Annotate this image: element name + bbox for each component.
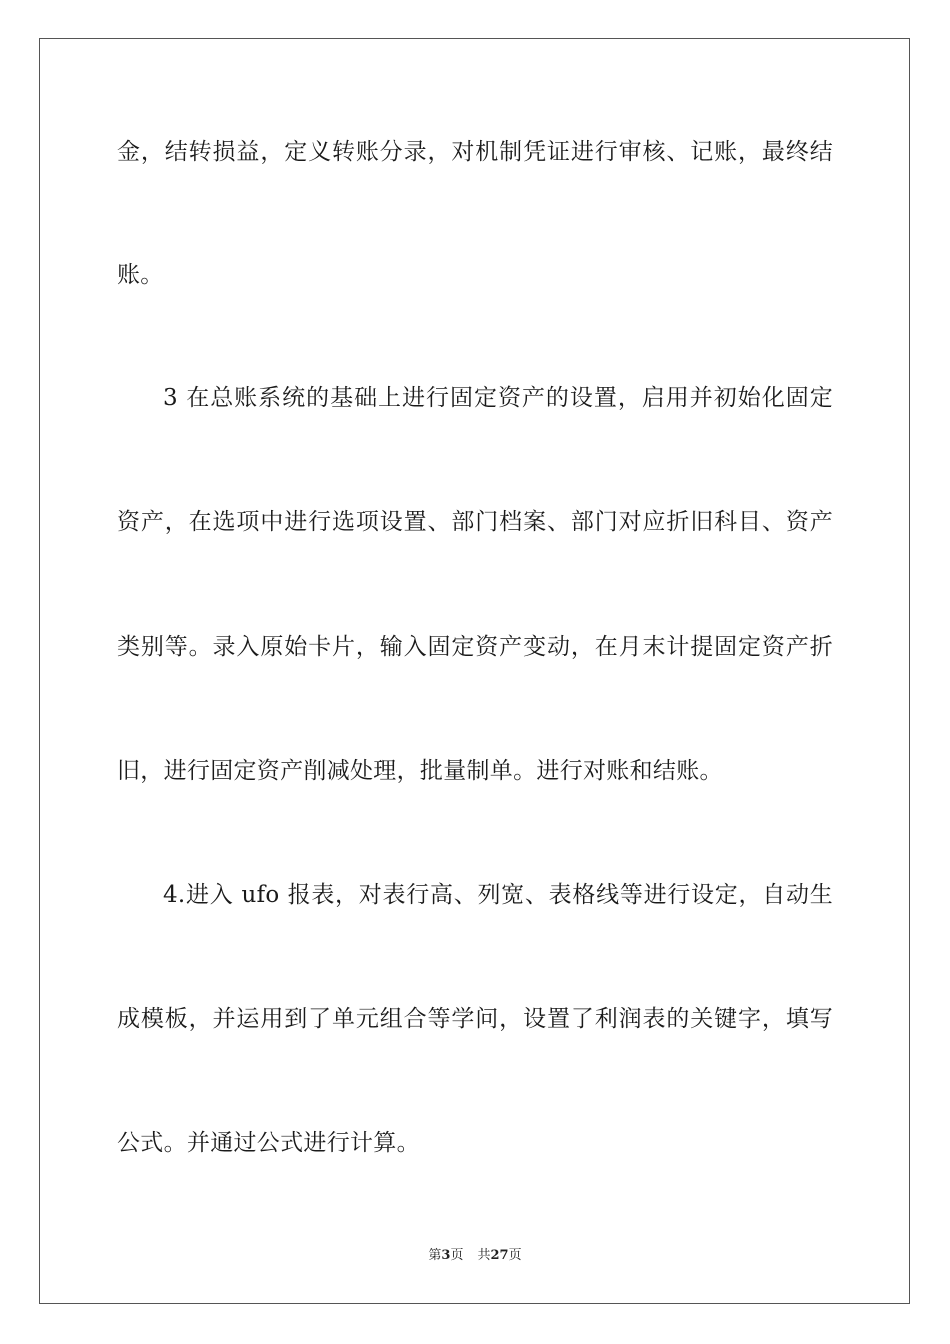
footer-total-pages: 27: [490, 1248, 509, 1263]
page-footer: [0, 1247, 950, 1265]
footer-total-suffix: 页: [508, 1248, 522, 1263]
paragraph-3-line-1: 4.进入 ufo 报表，对表行高、列宽、表格线等进行设定，自动生: [163, 882, 833, 908]
page-border: [39, 38, 910, 1304]
footer-page-suffix: 页: [450, 1248, 464, 1263]
paragraph-1-line-2: 账。: [117, 262, 164, 288]
paragraph-2-line-1: 3 在总账系统的基础上进行固定资产的设置，启用并初始化固定: [163, 385, 833, 411]
footer-page-number: 3: [441, 1248, 451, 1263]
paragraph-1-line-1: 金，结转损益，定义转账分录，对机制凭证进行审核、记账，最终结: [117, 139, 833, 165]
paragraph-3-line-2: 成模板，并运用到了单元组合等学问，设置了利润表的关键字，填写: [117, 1006, 833, 1032]
footer-total-prefix: 共: [477, 1248, 491, 1263]
footer-page-prefix: 第: [428, 1248, 442, 1263]
paragraph-2-line-2: 资产，在选项中进行选项设置、部门档案、部门对应折旧科目、资产: [117, 509, 833, 535]
paragraph-3-line-3: 公式。并通过公式进行计算。: [117, 1130, 420, 1156]
paragraph-2-line-3: 类别等。录入原始卡片，输入固定资产变动，在月末计提固定资产折: [117, 634, 833, 660]
paragraph-2-line-4: 旧，进行固定资产削减处理，批量制单。进行对账和结账。: [117, 758, 723, 784]
